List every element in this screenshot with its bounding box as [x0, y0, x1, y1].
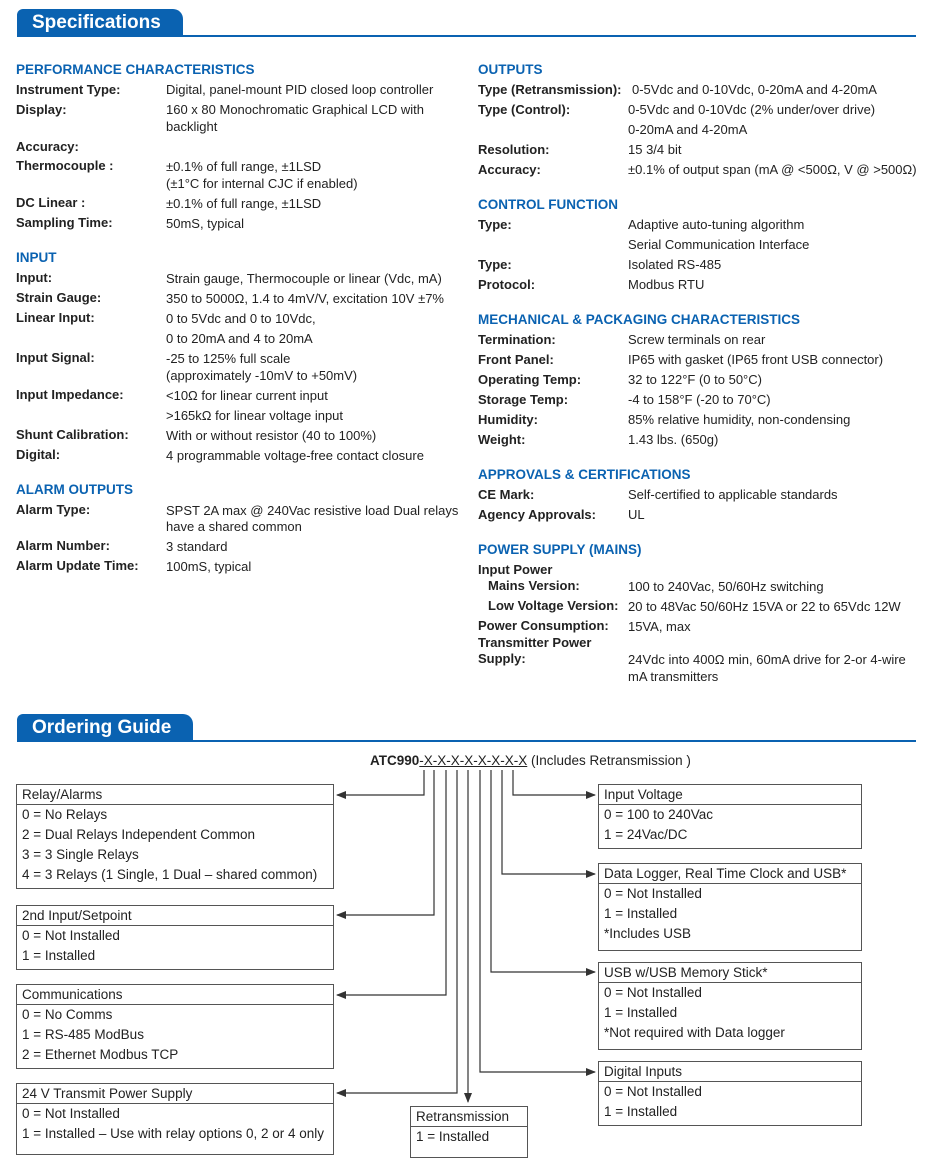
performance-heading: PERFORMANCE CHARACTERISTICS: [16, 62, 255, 77]
input-signal-value-1: -25 to 125% full scale: [166, 351, 291, 366]
alarm-number-value: 3 standard: [166, 539, 228, 554]
relay-option: 0 = No Relays: [22, 807, 108, 822]
digital-inputs-option: 0 = Not Installed: [604, 1084, 702, 1099]
input-signal-label: Input Signal:: [16, 350, 95, 365]
protocol-label: Protocol:: [478, 277, 536, 292]
accuracy-label: Accuracy:: [16, 139, 79, 154]
alarm-update-value: 100mS, typical: [166, 559, 252, 574]
transmit-power-title: 24 V Transmit Power Supply: [17, 1084, 333, 1104]
linear-input-label: Linear Input:: [16, 310, 95, 325]
input-signal-value-2: (approximately -10mV to +50mV): [166, 368, 358, 383]
usb-memory-option: 0 = Not Installed: [604, 985, 702, 1000]
output-accuracy-value: ±0.1% of output span (mA @ <500Ω, V @ >500Ω): [628, 162, 917, 177]
communications-option: 2 = Ethernet Modbus TCP: [22, 1047, 179, 1062]
usb-memory-option: 1 = Installed: [604, 1005, 678, 1020]
data-logger-option: 1 = Installed: [604, 906, 678, 921]
transmitter-supply-label: Supply:: [478, 651, 526, 666]
alarm-number-label: Alarm Number:: [16, 538, 110, 553]
relay-alarms-title: Relay/Alarms: [17, 785, 333, 805]
input-impedance-label: Input Impedance:: [16, 387, 124, 402]
linear-input-value-1: 0 to 5Vdc and 0 to 10Vdc,: [166, 311, 316, 326]
alarm-outputs-heading: ALARM OUTPUTS: [16, 482, 133, 497]
humidity-value: 85% relative humidity, non-condensing: [628, 412, 851, 427]
input-value: Strain gauge, Thermocouple or linear (Vdc, mA): [166, 271, 442, 286]
shunt-calibration-value: With or without resistor (40 to 100%): [166, 428, 377, 443]
strain-gauge-label: Strain Gauge:: [16, 290, 102, 305]
digital-value: 4 programmable voltage-free contact closure: [166, 448, 424, 463]
power-consumption-value: 15VA, max: [628, 619, 691, 634]
transmitter-supply-value-2: mA transmitters: [628, 669, 719, 684]
relay-option: 3 = 3 Single Relays: [22, 847, 139, 862]
sampling-time-label: Sampling Time:: [16, 215, 113, 230]
low-voltage-value: 20 to 48Vac 50/60Hz 15VA or 22 to 65Vdc 12W: [628, 599, 901, 614]
protocol-value: Modbus RTU: [628, 277, 705, 292]
transmit-power-option: 1 = Installed – Use with relay options 0, 2 or 4 only: [22, 1126, 325, 1141]
digital-inputs-box: [598, 1061, 862, 1126]
outputs-heading: OUTPUTS: [478, 62, 543, 77]
mains-version-value: 100 to 240Vac, 50/60Hz switching: [628, 579, 824, 594]
alarm-update-label: Alarm Update Time:: [16, 558, 139, 573]
control-type-value-1: 0-5Vdc and 0-10Vdc (2% under/over drive): [628, 102, 876, 117]
relay-option: 2 = Dual Relays Independent Common: [22, 827, 256, 842]
data-logger-option: 0 = Not Installed: [604, 886, 702, 901]
power-consumption-label: Power Consumption:: [478, 618, 609, 633]
communications-option: 0 = No Comms: [22, 1007, 113, 1022]
humidity-label: Humidity:: [478, 412, 538, 427]
alarm-type-label: Alarm Type:: [16, 502, 91, 517]
input-voltage-option: 0 = 100 to 240Vac: [604, 807, 713, 822]
resolution-value: 15 3/4 bit: [628, 142, 682, 157]
display-value-2: backlight: [166, 119, 218, 134]
sampling-time-value: 50mS, typical: [166, 216, 245, 231]
shunt-calibration-label: Shunt Calibration:: [16, 427, 129, 442]
model-note: (Includes Retransmission ): [527, 753, 691, 768]
usb-memory-title: USB w/USB Memory Stick*: [599, 963, 861, 983]
control-type1-label: Type:: [478, 217, 512, 232]
control-type-value-2: 0-20mA and 4-20mA: [628, 122, 748, 137]
transmit-power-option: 0 = Not Installed: [22, 1106, 120, 1121]
control-type1-value-1: Adaptive auto-tuning algorithm: [628, 217, 805, 232]
alarm-type-value-2: have a shared common: [166, 519, 302, 534]
agency-approvals-value: UL: [628, 507, 645, 522]
approvals-heading: APPROVALS & CERTIFICATIONS: [478, 467, 691, 482]
instrument-type-value: Digital, panel-mount PID closed loop controller: [166, 82, 434, 97]
communications-box: [16, 984, 334, 1069]
second-input-option: 0 = Not Installed: [22, 928, 120, 943]
input-impedance-value-1: <10Ω for linear current input: [166, 388, 328, 403]
retransmission-box: [410, 1106, 528, 1158]
input-voltage-title: Input Voltage: [599, 785, 861, 805]
relay-alarms-box: [16, 784, 334, 889]
front-panel-value: IP65 with gasket (IP65 front USB connector): [628, 352, 884, 367]
weight-value: 1.43 lbs. (650g): [628, 432, 719, 447]
mains-version-label: Mains Version:: [488, 578, 580, 593]
storage-temp-label: Storage Temp:: [478, 392, 569, 407]
display-label: Display:: [16, 102, 67, 117]
weight-label: Weight:: [478, 432, 526, 447]
input-voltage-box: [598, 784, 862, 849]
digital-label: Digital:: [16, 447, 61, 462]
front-panel-label: Front Panel:: [478, 352, 554, 367]
transmitter-power-label: Transmitter Power: [478, 635, 592, 650]
input-heading: INPUT: [16, 250, 57, 265]
second-input-title: 2nd Input/Setpoint: [17, 906, 333, 926]
alarm-type-value-1: SPST 2A max @ 240Vac resistive load Dual relays: [166, 503, 459, 518]
input-voltage-option: 1 = 24Vac/DC: [604, 827, 688, 842]
low-voltage-label: Low Voltage Version:: [488, 598, 619, 613]
dc-linear-label: DC Linear :: [16, 195, 86, 210]
digital-inputs-title: Digital Inputs: [599, 1062, 861, 1082]
transmitter-supply-value-1: 24Vdc into 400Ω min, 60mA drive for 2-or 4-wire: [628, 652, 906, 667]
input-power-label: Input Power: [478, 562, 553, 577]
control-type-label: Type (Control):: [478, 102, 571, 117]
retransmission-type-value: 0-5Vdc and 0-10Vdc, 0-20mA and 4-20mA: [632, 82, 877, 97]
resolution-label: Resolution:: [478, 142, 550, 157]
communications-option: 1 = RS-485 ModBus: [22, 1027, 144, 1042]
retransmission-type-label: Type (Retransmission):: [478, 82, 622, 97]
operating-temp-value: 32 to 122°F (0 to 50°C): [628, 372, 762, 387]
control-function-heading: CONTROL FUNCTION: [478, 197, 618, 212]
ce-mark-value: Self-certified to applicable standards: [628, 487, 838, 502]
termination-label: Termination:: [478, 332, 556, 347]
thermocouple-label: Thermocouple :: [16, 158, 114, 173]
usb-memory-box: [598, 962, 862, 1050]
digital-inputs-option: 1 = Installed: [604, 1104, 678, 1119]
ordering-guide-tab: Ordering Guide: [17, 714, 193, 742]
relay-option: 4 = 3 Relays (1 Single, 1 Dual – shared common): [22, 867, 318, 882]
second-input-box: [16, 905, 334, 970]
usb-memory-note: *Not required with Data logger: [604, 1025, 785, 1040]
data-logger-box: [598, 863, 862, 951]
output-accuracy-label: Accuracy:: [478, 162, 541, 177]
linear-input-value-2: 0 to 20mA and 4 to 20mA: [166, 331, 313, 346]
control-type1-value-2: Serial Communication Interface: [628, 237, 810, 252]
agency-approvals-label: Agency Approvals:: [478, 507, 596, 522]
model-base: ATC990: [370, 753, 420, 768]
retransmission-option: 1 = Installed: [416, 1129, 490, 1144]
input-label: Input:: [16, 270, 53, 285]
input-impedance-value-2: >165kΩ for linear voltage input: [166, 408, 344, 423]
storage-temp-value: -4 to 158°F (-20 to 70°C): [628, 392, 771, 407]
thermocouple-value-1: ±0.1% of full range, ±1LSD: [166, 159, 322, 174]
ce-mark-label: CE Mark:: [478, 487, 535, 502]
communications-title: Communications: [17, 985, 333, 1005]
termination-value: Screw terminals on rear: [628, 332, 766, 347]
data-logger-note: *Includes USB: [604, 926, 692, 941]
data-logger-title: Data Logger, Real Time Clock and USB*: [599, 864, 861, 884]
thermocouple-value-2: (±1°C for internal CJC if enabled): [166, 176, 358, 191]
specifications-tab: Specifications: [17, 9, 183, 37]
transmit-power-box: [16, 1083, 334, 1155]
model-options: -X-X-X-X-X-X-X-X: [419, 753, 528, 768]
mechanical-heading: MECHANICAL & PACKAGING CHARACTERISTICS: [478, 312, 801, 327]
second-input-option: 1 = Installed: [22, 948, 96, 963]
retransmission-title: Retransmission: [411, 1107, 527, 1127]
strain-gauge-value: 350 to 5000Ω, 1.4 to 4mV/V, excitation 10V ±7%: [166, 291, 444, 306]
operating-temp-label: Operating Temp:: [478, 372, 582, 387]
dc-linear-value: ±0.1% of full range, ±1LSD: [166, 196, 322, 211]
control-type2-value: Isolated RS-485: [628, 257, 722, 272]
power-supply-heading: POWER SUPPLY (MAINS): [478, 542, 642, 557]
instrument-type-label: Instrument Type:: [16, 82, 121, 97]
control-type2-label: Type:: [478, 257, 512, 272]
display-value-1: 160 x 80 Monochromatic Graphical LCD with: [166, 102, 424, 117]
